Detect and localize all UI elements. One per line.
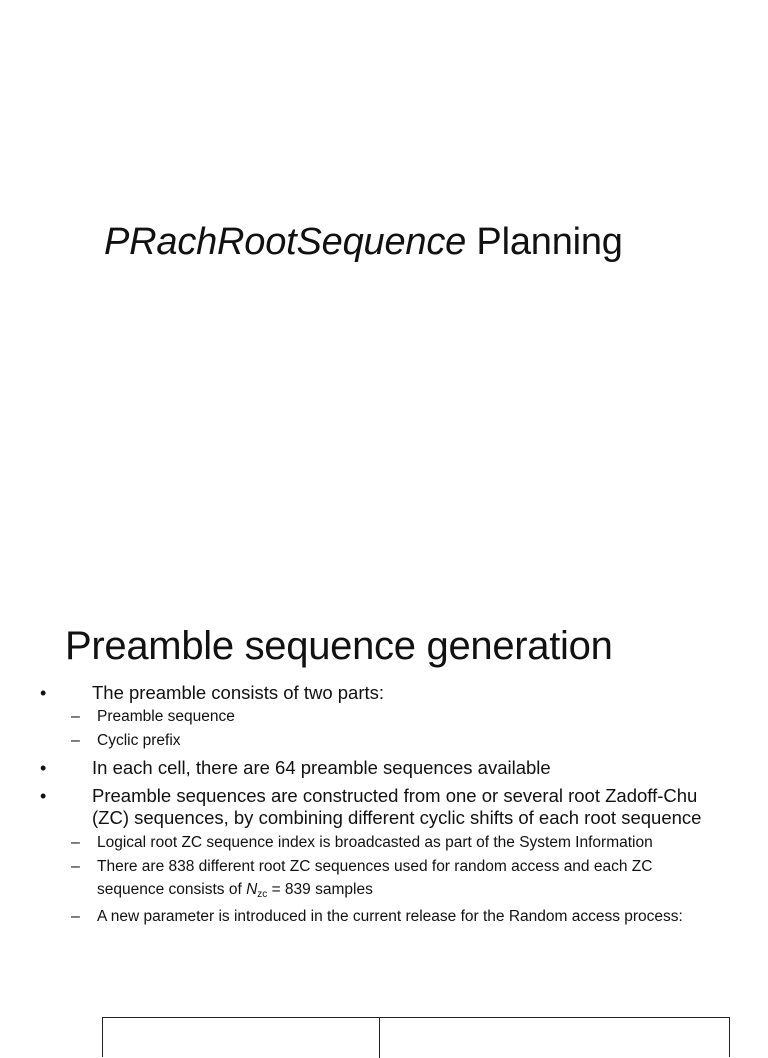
bullet-text: In each cell, there are 64 preamble sequences available — [92, 757, 551, 778]
sub-bullet-text-line-1: There are 838 different root ZC sequences used for random access and each ZC — [97, 858, 653, 875]
bullet-text-line-1: Preamble sequences are constructed from one or several root Zadoff-Chu — [92, 785, 698, 806]
parameter-table — [102, 1017, 730, 1057]
sub-bullet-text: Logical root ZC sequence index is broadcasted as part of the System Information — [97, 834, 653, 851]
sub-bullet-text: Preamble sequence — [97, 708, 235, 725]
slide-title — [104, 218, 623, 266]
sub-bullet-marker: – — [71, 708, 80, 725]
sub-bullet-marker: – — [71, 732, 80, 749]
title-plain-part: Planning — [466, 221, 623, 263]
sub-bullet-text-line-2 — [97, 879, 373, 906]
sub-bullet-marker: – — [71, 834, 80, 851]
bullet-marker: • — [40, 786, 47, 806]
n-variable: N — [246, 881, 258, 898]
bullet-marker: • — [40, 683, 47, 703]
sub-bullet-marker: – — [71, 908, 80, 925]
sub-bullet-marker: – — [71, 858, 80, 875]
sub-bullet-text: Cyclic prefix — [97, 732, 181, 749]
bullet-text: The preamble consists of two parts: — [92, 682, 385, 703]
sequence-text: sequence consists of — [97, 881, 247, 898]
title-italic-part: PRachRootSequence — [104, 221, 467, 263]
slide-heading: Preamble sequence generation — [65, 624, 613, 668]
samples-text: = 839 samples — [267, 881, 373, 898]
bullet-text-line-2: (ZC) sequences, by combining different cyclic shifts of each root sequence — [92, 807, 702, 828]
table-column-divider — [379, 1018, 380, 1058]
bullet-marker: • — [40, 758, 47, 778]
sub-bullet-text: A new parameter is introduced in the current release for the Random access process: — [97, 908, 683, 925]
zc-subscript: zc — [257, 889, 268, 900]
